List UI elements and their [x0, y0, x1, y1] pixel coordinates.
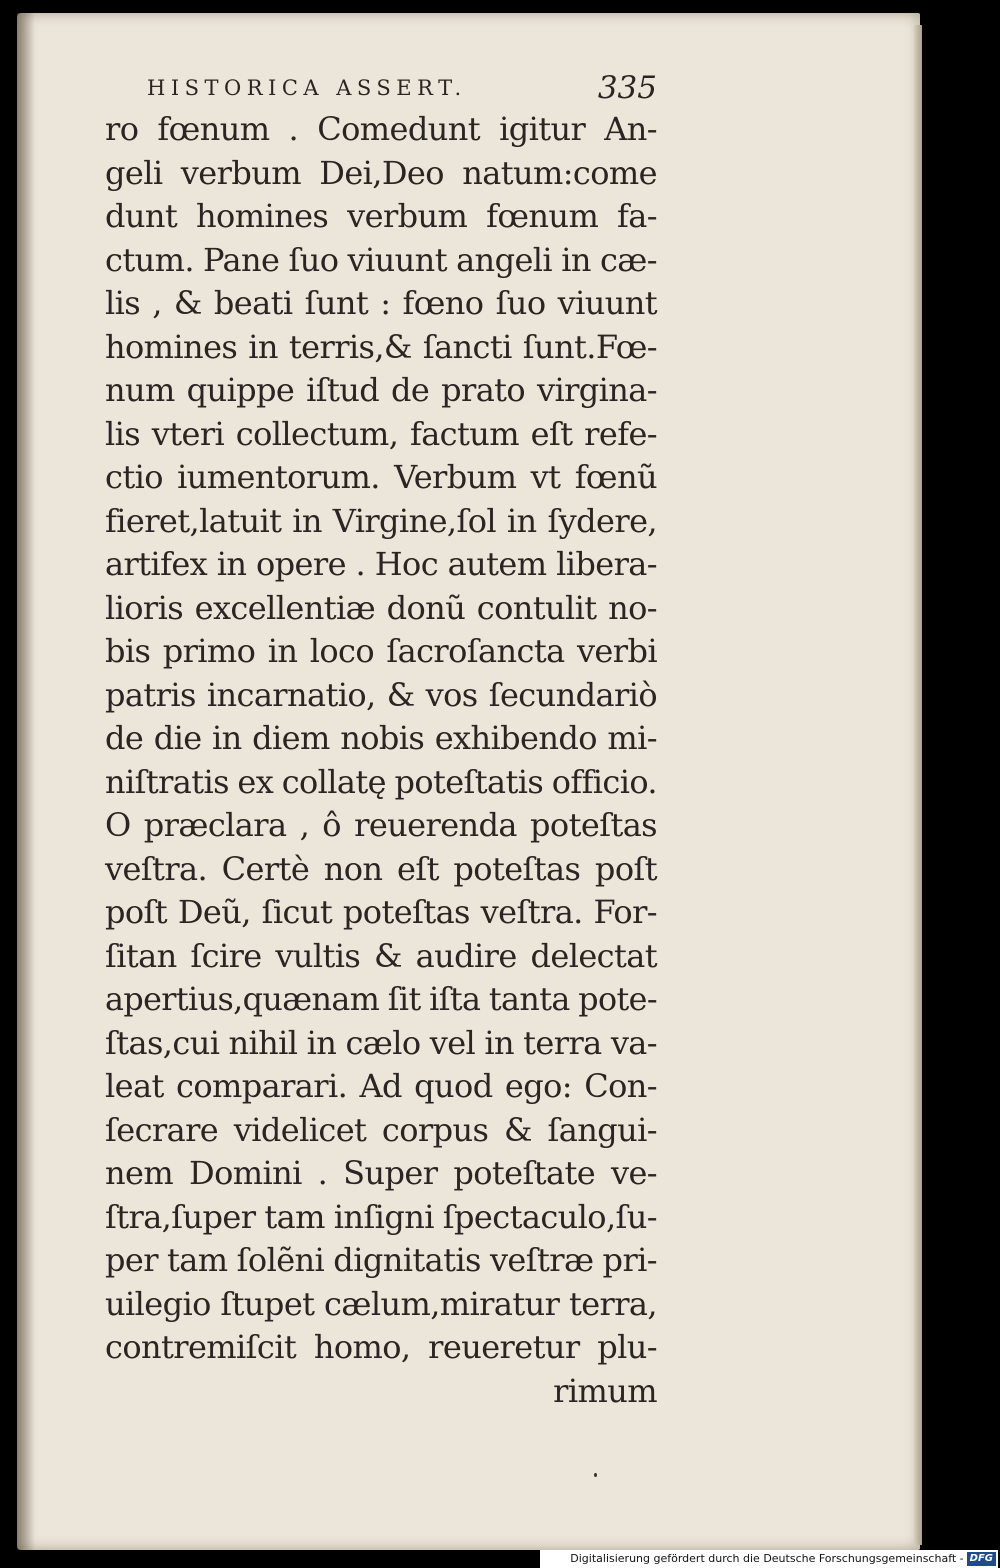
- spine-shadow: [17, 13, 35, 1550]
- text-line: uilegio ſtupet cælum,miratur terra,: [105, 1284, 657, 1323]
- text-line: ſecrare videlicet corpus & ſangui-: [105, 1110, 657, 1149]
- text-line: veſtra. Certè non eſt poteſtas poſt: [105, 849, 657, 888]
- text-line: artifex in opere . Hoc autem libera-: [105, 545, 657, 583]
- text-line: apertius,quænam ſit iſta tanta pote-: [105, 980, 658, 1018]
- page-edge: [914, 25, 922, 1545]
- ink-speck: [594, 1473, 597, 1477]
- text-line: leat comparari. Ad quod ego: Con-: [105, 1067, 657, 1105]
- page-number: 335: [597, 70, 657, 106]
- text-line: ctum. Pane ſuo viuunt angeli in cæ-: [105, 240, 657, 279]
- text-line: ro fœnum . Comedunt igitur An-: [105, 110, 657, 148]
- text-line: homines in terris,& ſancti ſunt.Fœ-: [105, 327, 657, 366]
- body-text: [105, 108, 657, 1413]
- text-line: patris incarnatio, & vos ſecundariò: [105, 675, 657, 714]
- text-line: lioris excellentiæ donũ contulit no-: [105, 588, 657, 627]
- text-line: ſtra,ſuper tam inſigni ſpectaculo,ſu-: [105, 1197, 657, 1236]
- running-title: HISTORICA ASSERT.: [147, 76, 467, 100]
- text-line: fieret,latuit in Virgine,ſol in ſydere,: [105, 501, 657, 540]
- catchword: rimum: [553, 1371, 657, 1410]
- running-head: [147, 70, 657, 110]
- text-line: lis vteri collectum, factum eſt refe-: [105, 414, 657, 453]
- text-line: nem Domini . Super poteſtate ve-: [105, 1154, 657, 1192]
- text-line: dunt homines verbum fœnum fa-: [105, 197, 657, 235]
- text-line: ſtas,cui nihil in cælo vel in terra va-: [105, 1023, 657, 1062]
- dfg-logo: DFG: [967, 1552, 996, 1566]
- footer-credit-text: Digitalisierung gefördert durch die Deutsche Forschungsgemeinschaft -: [570, 1552, 964, 1565]
- text-line: per tam ſolẽni dignitatis veſtræ pri-: [105, 1241, 657, 1279]
- text-line: O præclara , ô reuerenda poteſtas: [105, 806, 657, 844]
- text-line: ſitan ſcire vultis & audire delectat: [105, 936, 657, 975]
- text-line: de die in diem nobis exhibendo mi-: [105, 719, 657, 757]
- text-line: niſtratis ex collatę poteſtatis officio.: [105, 762, 658, 801]
- text-line: poſt Deũ, ſicut poteſtas veſtra. For-: [105, 893, 657, 931]
- text-line: geli verbum Dei,Deo natum:come: [105, 153, 657, 192]
- text-line: ctio iumentorum. Verbum vt fœnũ: [105, 458, 657, 496]
- text-line: bis primo in loco ſacroſancta verbi: [105, 632, 657, 670]
- text-line: lis , & beati ſunt : fœno ſuo viuunt: [105, 284, 657, 322]
- text-line: num quippe iſtud de prato virgina-: [105, 371, 657, 409]
- digitization-footer: [540, 1550, 998, 1568]
- text-line: contremiſcit homo, reueretur plu-: [105, 1328, 657, 1366]
